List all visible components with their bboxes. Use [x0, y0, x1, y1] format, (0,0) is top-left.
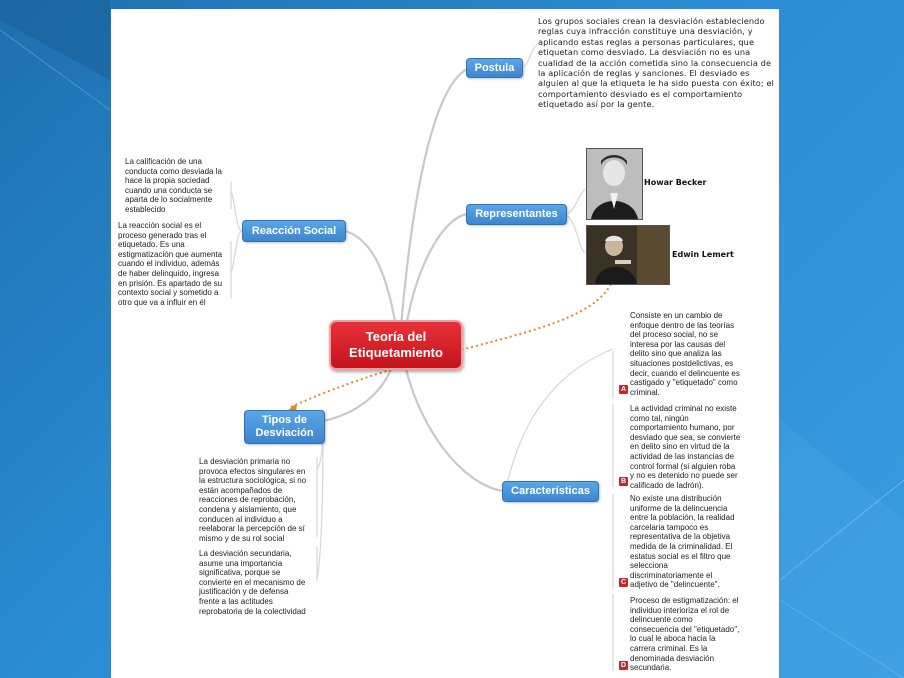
- badge-d-icon: D: [620, 662, 627, 669]
- badge-a-icon: A: [620, 386, 627, 393]
- portrait-howar-becker: [586, 148, 643, 220]
- node-reaccion-social[interactable]: Reacción Social: [242, 220, 346, 242]
- mind-map-slide: [111, 9, 779, 678]
- tipos-desviacion-text: La desviación primaria no provoca efectos singulares en la estructura sociológica, si no están acompañados de reacciones de reprobación, condena y aislamiento, que conducen al individuo a reelaborar la percepción de sí mismo y de su rol social: [199, 457, 307, 543]
- portrait-icon: [587, 149, 642, 219]
- caracteristica-text: Consiste en un cambio de enfoque dentro de las teorías del proceso social, no se interesa por las causas del delito sino que analiza las situaciones postdelictivas, es decir, cuando el delincuente es castigado y "etiquetado" como criminal.: [630, 311, 740, 397]
- badge-b-icon: B: [620, 478, 627, 485]
- node-postula[interactable]: Postula: [466, 58, 523, 78]
- node-tipos-desviacion[interactable]: Tipos de Desviación: [244, 410, 325, 444]
- caracteristica-text: No existe una distribución uniforme de la delincuencia entre la población, la realidad carcelaria tampoco es representativa de la objetiva medida de la criminalidad. El estatus social es el filtro que selecciona discriminatoriamente el adjetivo de "delincuente".: [630, 494, 735, 590]
- representante-name: Howar Becker: [644, 178, 707, 187]
- reaccion-social-text: La reacción social es el proceso generado tras el etiquetado. Es una estigmatización que aumenta cuando el individuo, además de haber delinquido, ingresa en prisión. Es apartado de su contexto social y sometido a otro que va a influir en él: [118, 221, 223, 307]
- center-node-teoria-etiquetamiento[interactable]: Teoría del Etiquetamiento: [329, 320, 463, 370]
- node-caracteristicas[interactable]: Características: [502, 481, 599, 502]
- postula-text: Los grupos sociales crean la desviación estableciendo reglas cuya infracción constituye una desviación, y aplicando estas reglas a personas particulares, que etiquetan como desviado. La desviación no es una cualidad de la acción cometida sino la consecuencia de la aplicación de reglas y sanciones. El desviado es alguien al que la etiqueta le ha sido puesta con éxito; el comportamiento desviado es el comportamiento etiquetado así por la gente.: [538, 16, 774, 110]
- tipos-desviacion-text: La desviación secundaria, asume una importancia significativa, porque se convierte en el mecanismo de justificación y de defensa frente a las actitudes reprobatoria de la colectividad: [199, 549, 306, 616]
- badge-c-icon: C: [620, 579, 627, 586]
- caracteristica-text: La actividad criminal no existe como tal, ningún comportamiento humano, por desviado que sea, se convierte en delito sino en virtud de la actividad de las instancias de control formal (si alguien roba y no es detenido no puede ser calificado de ladrón).: [630, 404, 741, 490]
- representante-name: Edwin Lemert: [672, 250, 734, 259]
- portrait-icon: [587, 226, 669, 284]
- portrait-edwin-lemert: [586, 225, 670, 285]
- reaccion-social-text: La calificación de una conducta como desviada la hace la propia sociedad cuando una conducta se aparta de lo socialmente establecido: [125, 157, 222, 214]
- caracteristica-text: Proceso de estigmatización: el individuo interioriza el rol de delincuente como consecuencia del "etiquetado", lo cual le aboca hacia la carrera criminal. Es la denominada desviación secundaria.: [630, 596, 740, 673]
- node-representantes[interactable]: Representantes: [466, 204, 567, 225]
